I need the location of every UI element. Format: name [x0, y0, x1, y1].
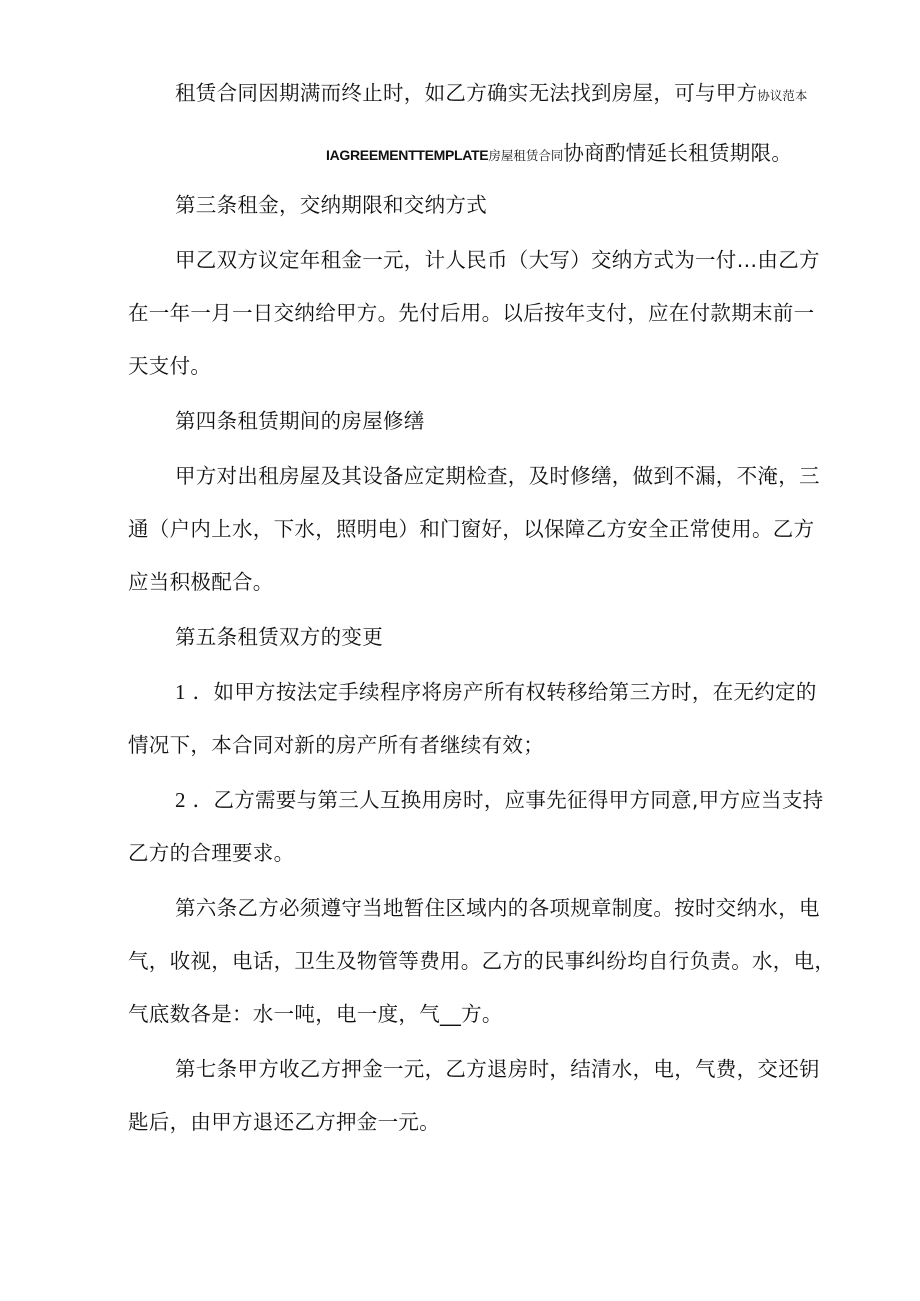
section-heading-article-4: 第四条租赁期间的房屋修缮: [175, 409, 425, 433]
watermark-text: 房屋租赁合同: [488, 148, 564, 163]
paragraph-line: [326, 139, 792, 170]
body-text: 租赁合同因期满而终止时，如乙方确实无法找到房屋，可与甲方: [175, 81, 758, 105]
paragraph-line: [175, 79, 807, 110]
body-text: 协商酌情延长租赁期限。: [563, 141, 793, 165]
section-heading-article-3: 第三条租金，交纳期限和交纳方式: [175, 193, 487, 217]
template-watermark: IAGREEMENTTEMPLATE: [326, 147, 489, 163]
item-number: 2: [175, 788, 186, 812]
paragraph-line: 情况下，本合同对新的房产所有者继续有效；: [128, 733, 544, 757]
paragraph-line: 应当积极配合。: [128, 570, 274, 594]
item-number: 1: [175, 680, 186, 704]
paragraph-line: 气，收视，电话，卫生及物管等费用。乙方的民事纠纷均自行负责。水，电，: [128, 949, 836, 973]
paragraph-line: 乙方的合理要求。: [128, 841, 295, 865]
paragraph-line: 天支付。: [128, 354, 212, 378]
section-heading-article-7: 第七条甲方收乙方押金一元，乙方退房时，结清水，电，气费，交还钥: [175, 1057, 820, 1081]
numbered-item-2: [175, 786, 823, 814]
body-text: ．乙方需要与第三人互换用房时，应事先征得甲方同意,甲方应当支持: [192, 788, 824, 812]
body-text: ．如甲方按法定手续程序将房产所有权转移给第三方时，在无约定的: [192, 680, 817, 704]
paragraph-line: 甲乙双方议定年租金一元，计人民币（大写）交纳方式为一付…由乙方: [175, 248, 820, 272]
watermark-text: 协议范本: [757, 88, 808, 103]
section-heading-article-6: 第六条乙方必须遵守当地暂住区域内的各项规章制度。按时交纳水，电: [175, 896, 820, 920]
paragraph-line: 甲方对出租房屋及其设备应定期检查，及时修缮，做到不漏，不淹，三: [175, 464, 820, 488]
section-heading-article-5: 第五条租赁双方的变更: [175, 625, 383, 649]
paragraph-line: 在一年一月一日交纳给甲方。先付后用。以后按年支付，应在付款期末前一: [128, 301, 815, 325]
numbered-item-1: [175, 678, 817, 706]
paragraph-line: 匙后，由甲方退还乙方押金一元。: [128, 1110, 440, 1134]
paragraph-line: 气底数各是：水一吨，电一度，气__方。: [128, 1002, 503, 1026]
paragraph-line: 通（户内上水，下水，照明电）和门窗好，以保障乙方安全正常使用。乙方: [128, 517, 815, 541]
